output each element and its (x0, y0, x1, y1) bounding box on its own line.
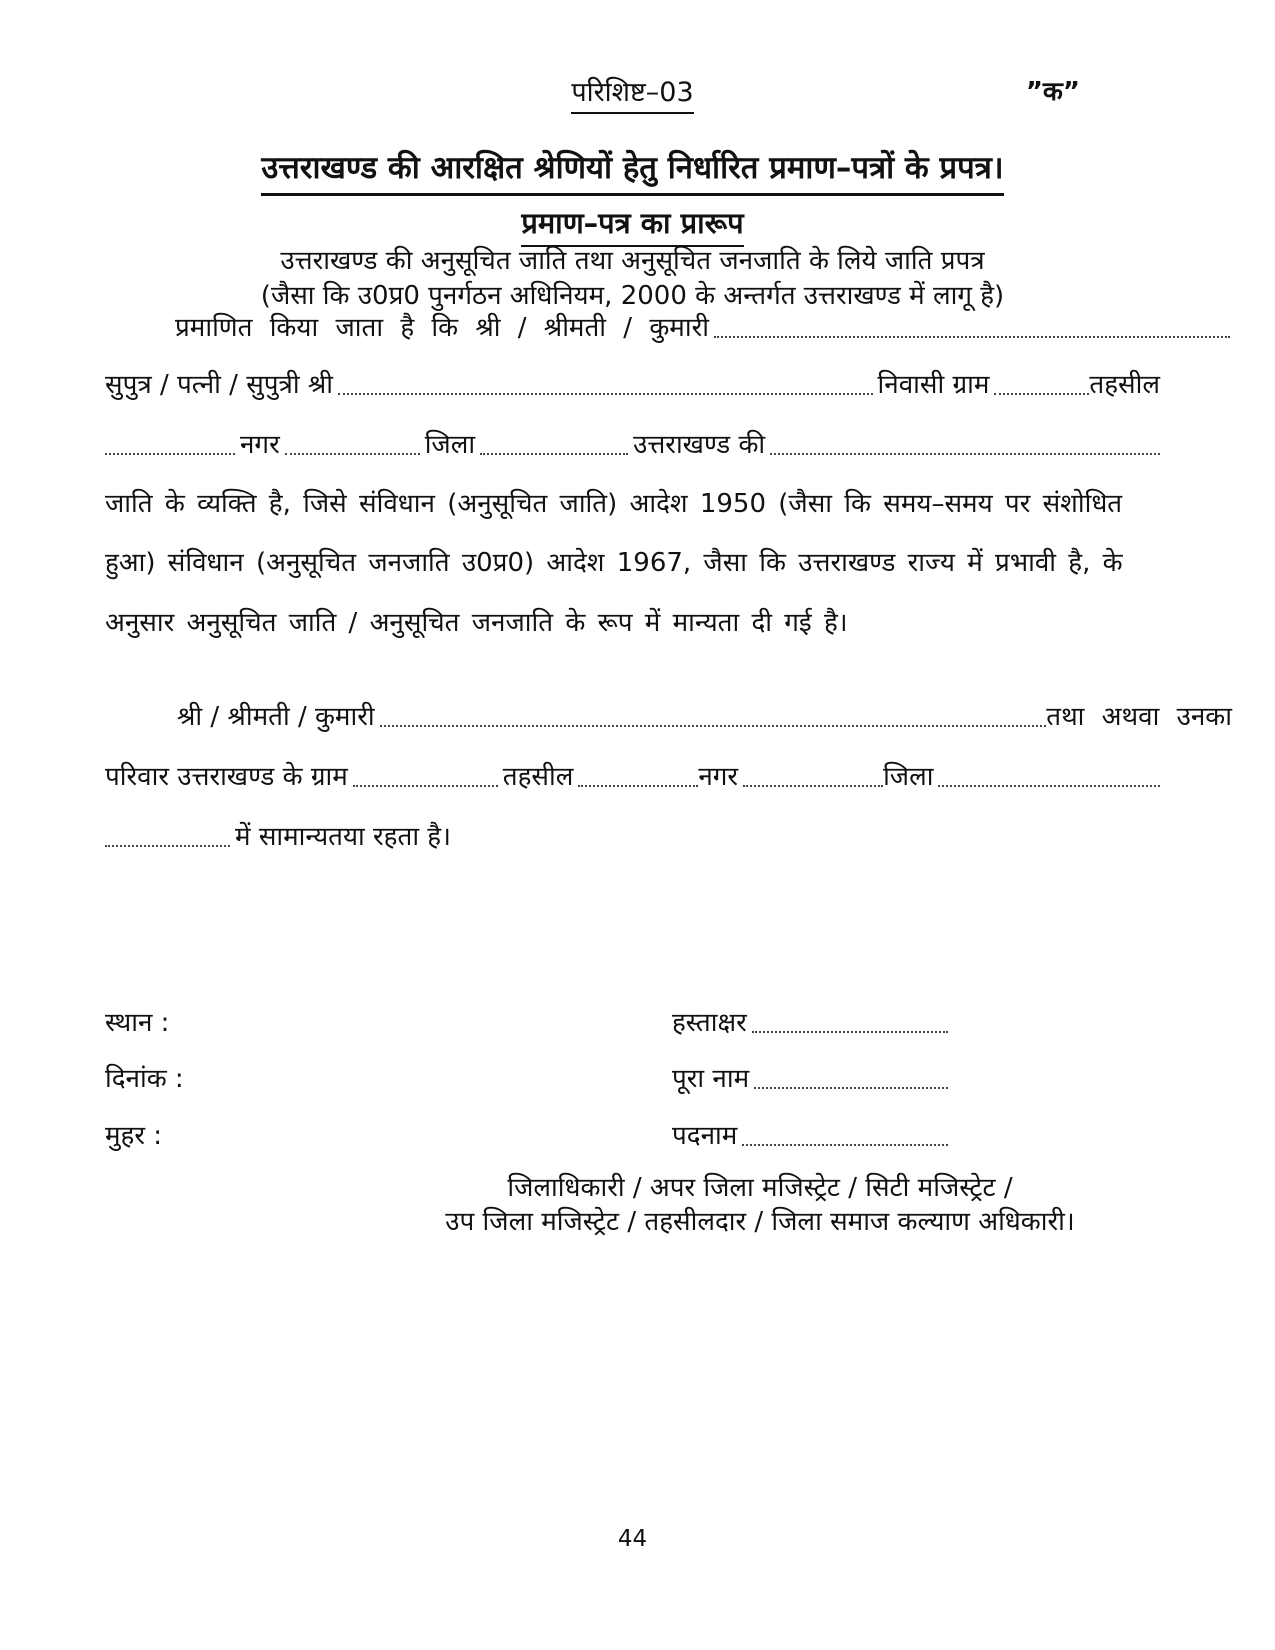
place-label: स्थान : (105, 1008, 170, 1038)
caption-line-2: (जैसा कि उ0प्र0 पुनर्गठन अधिनियम, 2000 के अन्तर्गत उत्तराखण्ड में लागू है) (260, 281, 1005, 311)
nagar-label: नगर (240, 430, 280, 460)
family-village-blank (353, 785, 498, 787)
tehsil-blank (105, 453, 235, 455)
full-name-label: पूरा नाम (672, 1064, 750, 1094)
certify-row (105, 311, 1230, 345)
parent-row (105, 368, 1160, 402)
family-name-blank (380, 725, 1047, 727)
main-title: उत्तराखण्ड की आरक्षित श्रेणियों हेतु निर्धारित प्रमाण–पत्रों के प्रपत्र। (261, 146, 1003, 196)
authority-line-2: उप जिला मजिस्ट्रेट / तहसीलदार / जिला समाज कल्याण अधिकारी। (445, 1207, 1075, 1237)
full-name-blank (754, 1087, 948, 1089)
family-village-prefix-label: परिवार उत्तराखण्ड के ग्राम (105, 762, 348, 792)
corner-mark: ”क” (1025, 77, 1080, 107)
header-row (105, 72, 1160, 114)
applicant-name-blank (714, 336, 1230, 338)
designation-blank (742, 1144, 948, 1146)
full-name-row (672, 1062, 948, 1096)
appendix-heading: परिशिष्ट–03 (571, 72, 693, 114)
designation-row (672, 1119, 948, 1153)
family-district-label: जिला (883, 762, 934, 792)
authority-line-1: जिलाधिकारी / अपर जिला मजिस्ट्रेट / सिटी मजिस्ट्रेट / (507, 1173, 1013, 1203)
para-line-3: अनुसार अनुसूचित जाति / अनुसूचित जनजाति के रूप में मान्यता दी गई है। (105, 608, 848, 638)
uttarakhand-ki-label: उत्तराखण्ड की (633, 430, 766, 460)
family-tehsil-blank (578, 785, 698, 787)
village-blank (994, 393, 1089, 395)
date-label: दिनांक : (105, 1064, 184, 1094)
family-intro-row (105, 700, 1232, 734)
para-line-2: हुआ) संविधान (अनुसूचित जनजाति उ0प्र0) आदेश 1967, जैसा कि उत्तराखण्ड राज्य में प्रभावी है, के (105, 548, 1123, 578)
signature-row (672, 1006, 948, 1040)
family-district-blank (938, 785, 1160, 787)
family-nagar-label: नगर (698, 762, 739, 792)
main-title-row (105, 146, 1160, 196)
signature-label: हस्ताक्षर (672, 1008, 747, 1038)
signature-blank (752, 1031, 948, 1033)
family-tehsil-label: तहसील (502, 762, 574, 792)
certify-prefix-label: प्रमाणित किया जाता है कि श्री / श्रीमती / कुमारी (175, 313, 709, 343)
family-location-row (105, 760, 1160, 794)
caste-blank (770, 453, 1160, 455)
family-nagar-blank (743, 785, 883, 787)
family-intro-prefix-label: श्री / श्रीमती / कुमारी (177, 702, 375, 732)
para-line-1: जाति के व्यक्ति है, जिसे संविधान (अनुसूचित जाति) आदेश 1950 (जैसा कि समय–समय पर संशोधित (105, 489, 1123, 519)
resides-suffix-label: में सामान्यतया रहता है। (235, 822, 451, 852)
designation-label: पदनाम (672, 1121, 738, 1151)
caption-line-1: उत्तराखण्ड की अनुसूचित जाति तथा अनुसूचित जनजाति के लिये जाति प्रपत्र (280, 246, 985, 276)
parent-name-blank (338, 393, 873, 395)
family-intro-suffix-label: तथा अथवा उनका (1046, 702, 1232, 732)
seal-label: मुहर : (105, 1121, 163, 1151)
district-label: जिला (424, 430, 476, 460)
parent-prefix-label: सुपुत्र / पत्नी / सुपुत्री श्री (105, 370, 334, 400)
resides-row (105, 820, 1160, 854)
location-row (105, 428, 1160, 462)
district-blank (480, 453, 628, 455)
subtitle: प्रमाण–पत्र का प्रारूप (521, 203, 743, 247)
page-number: 44 (617, 1526, 648, 1552)
nagar-blank (285, 453, 420, 455)
tehsil-label: तहसील (1089, 370, 1160, 400)
resides-place-blank (105, 845, 230, 847)
resident-village-label: निवासी ग्राम (877, 370, 990, 400)
